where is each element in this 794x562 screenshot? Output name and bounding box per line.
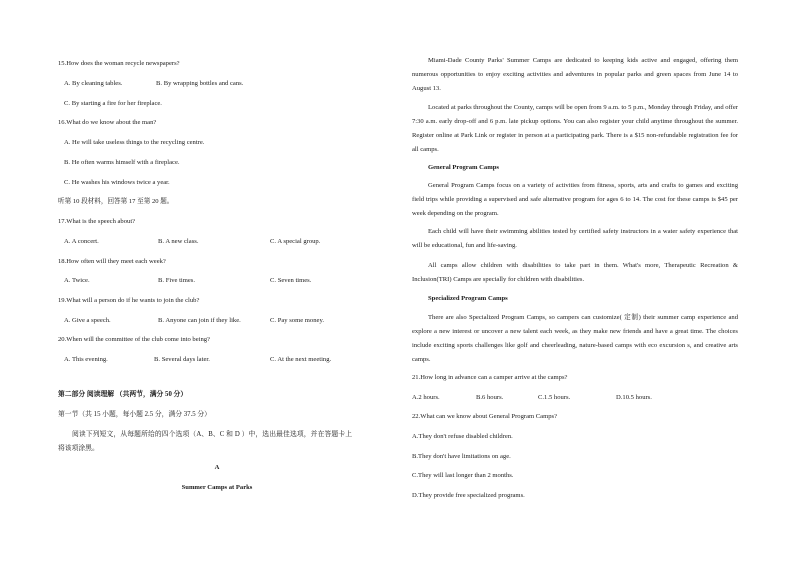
q21-stem: 21.How long in advance can a camper arrive at the camps? xyxy=(412,374,568,381)
q19-stem: 19.What will a person do if he wants to join the club? xyxy=(58,297,200,304)
q17-stem: 17.What is the speech about? xyxy=(58,218,136,225)
q19-option-b: B. Anyone can join if they like. xyxy=(158,317,241,324)
q16-stem: 16.What do we know about the man? xyxy=(58,119,157,126)
paragraph-general-programs: General Program Camps focus on a variety of activities from fitness, sports, arts and crafts to games and exciting field trips while providing a supervised and safe alternative program for ages 6 to 14. The cost for these camps is $45 per week depending on the program. xyxy=(412,182,738,217)
q19-option-a: A. Give a speech. xyxy=(64,317,111,324)
q15-option-c: C. By starting a fire for her fireplace. xyxy=(64,100,162,107)
q22-option-a: A.They don't refuse disabled children. xyxy=(412,433,513,440)
q15-stem: 15.How does the woman recycle newspapers? xyxy=(58,60,180,67)
passage-letter: A xyxy=(214,464,220,471)
passage-10-instruction: 听第 10 段材料，回答第 17 至第 20 题。 xyxy=(58,198,174,205)
reading-instruction: 阅读下列短文，从每题所给的四个选项（A、B、C 和 D ）中，选出最佳选项，并在答题卡上将该项涂黑。 xyxy=(58,431,352,452)
paragraph-intro: Miami-Dade County Parks' Summer Camps are dedicated to keeping kids active and engaged, offering them numerous opportunities to enjoy exciting activities and adventures in popular parks and green spaces from June 14 to August 13. xyxy=(412,57,738,92)
q18-option-c: C. Seven times. xyxy=(270,277,312,284)
q16-option-c: C. He washes his windows twice a year. xyxy=(64,179,170,186)
q22-option-c: C.They will last longer than 2 months. xyxy=(412,472,514,479)
q21-option-d: D.10.5 hours. xyxy=(616,394,652,401)
q17-option-a: A. A concert. xyxy=(64,238,99,245)
q16-option-b: B. He often warms himself with a fireplace. xyxy=(64,159,180,166)
q22-option-b: B.They don't have limitations on age. xyxy=(412,453,511,460)
paragraph-disabilities: All camps allow children with disabilities to take part in them. What's more, Therapeutic Recreation & Inclusion(TRI) Camps are specially for children with disabilities. xyxy=(412,262,738,283)
q21-option-c: C.1.5 hours. xyxy=(538,394,571,401)
q16-option-a: A. He will take useless things to the recycling centre. xyxy=(64,139,205,146)
q19-option-c: C. Pay some money. xyxy=(270,317,324,324)
q20-option-a: A. This evening. xyxy=(64,356,108,363)
q17-option-c: C. A special group. xyxy=(270,238,321,245)
q22-stem: 22.What can we know about General Program Camps? xyxy=(412,413,558,420)
passage-title: Summer Camps at Parks xyxy=(181,484,253,491)
q18-option-b: B. Five times. xyxy=(158,277,195,284)
heading-general-program-camps: General Program Camps xyxy=(428,164,499,171)
q18-option-a: A. Twice. xyxy=(64,277,90,284)
heading-specialized-program-camps: Specialized Program Camps xyxy=(428,295,508,302)
part-2-heading: 第二部分 阅读理解 （共两节，满分 50 分） xyxy=(58,391,188,398)
q18-stem: 18.How often will they meet each week? xyxy=(58,258,166,265)
paragraph-location: Located at parks throughout the County, camps will be open from 9 a.m. to 5 p.m., Monday through Friday, and offer 7:30 a.m. early drop-off and 6 p.m. late pickup options. You can also register your child anytime throughout the summer. Register online at Park Link or register in person at a participating park. There is a $15 non-refundable registration fee for all camps. xyxy=(412,104,738,153)
q20-option-c: C. At the next meeting. xyxy=(270,356,332,363)
paragraph-swimming: Each child will have their swimming abilities tested by certified safety instructors in a water safety experience that will be educational, fun and life-saving. xyxy=(412,228,738,249)
q15-option-a: A. By cleaning tables. xyxy=(64,80,123,87)
q22-option-d: D.They provide free specialized programs. xyxy=(412,492,525,499)
q15-option-b: B. By wrapping bottles and cans. xyxy=(156,80,244,87)
q20-option-b: B. Several days later. xyxy=(154,356,210,363)
q20-stem: 20.When will the committee of the club come into being? xyxy=(58,336,210,343)
q17-option-b: B. A new class. xyxy=(158,238,199,245)
paragraph-specialized-programs: There are also Specialized Program Camps, so campers can customize( 定制) their summer camp experience and explore a new interest or uncover a new talent each week, as they make new friends and have a great time. The choices include exciting sports challenges like golf and cheerleading, nature-based camps with eco excursion s, and creative arts camps. xyxy=(412,314,738,363)
q21-option-a: A.2 hours. xyxy=(412,394,440,401)
section-1-heading: 第一节（共 15 小题，每小题 2.5 分，满分 37.5 分） xyxy=(58,411,211,418)
q21-option-b: B.6 hours. xyxy=(476,394,504,401)
